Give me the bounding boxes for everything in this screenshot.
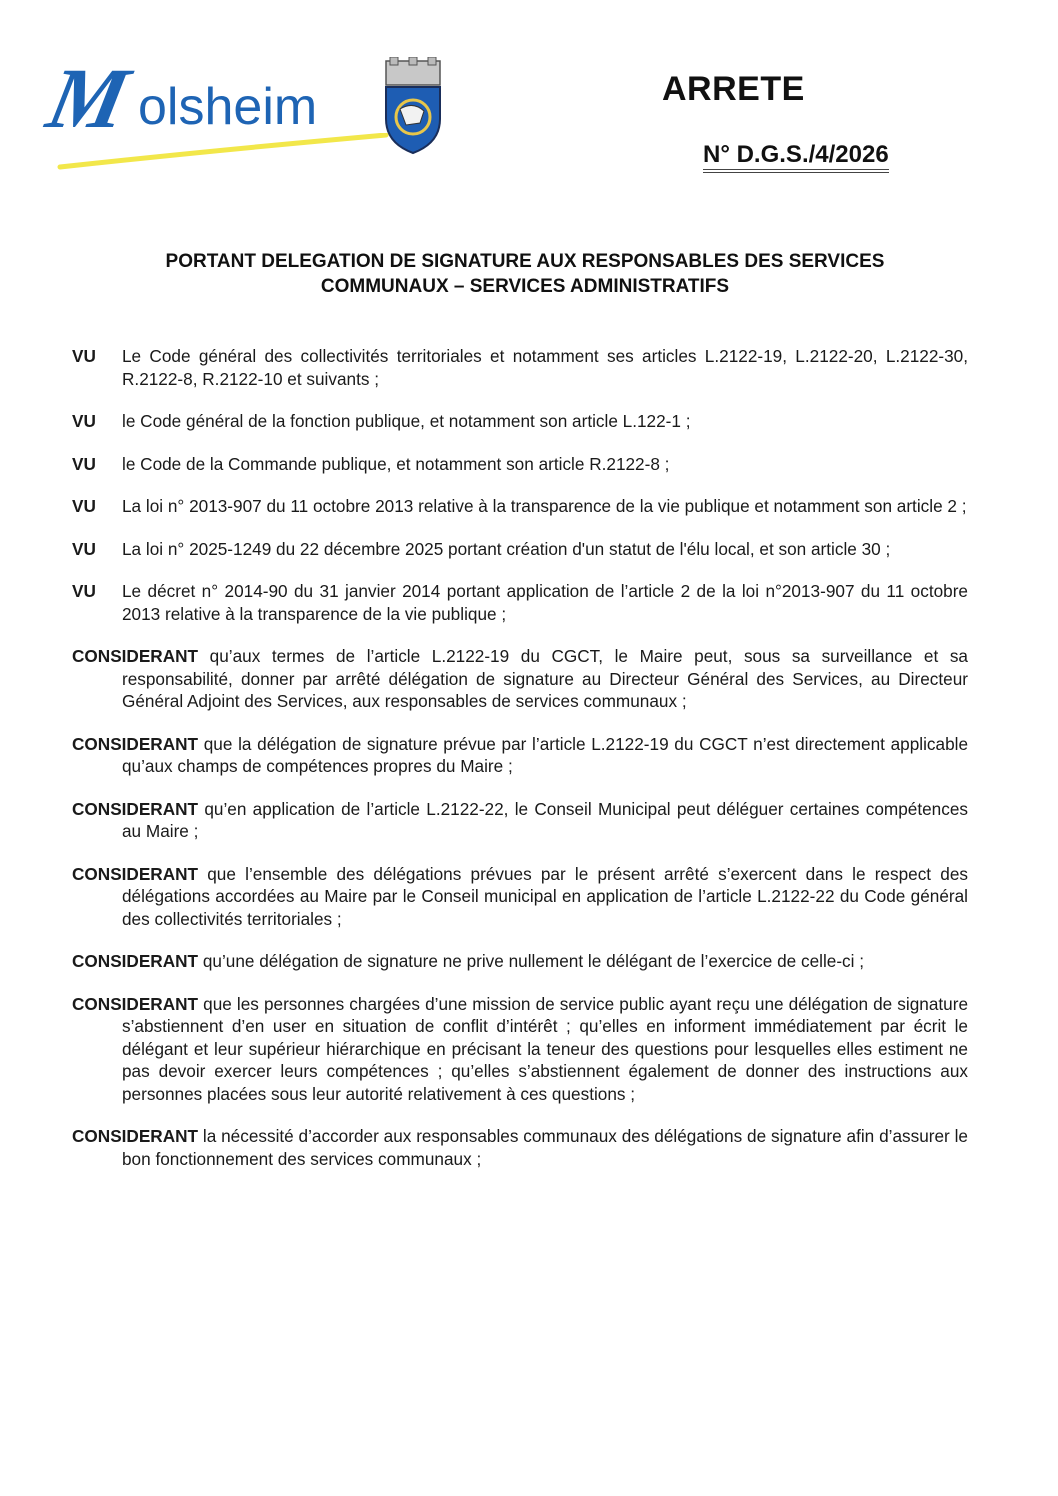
considerant-label: CONSIDERANT — [72, 951, 199, 971]
considerant-item — [72, 798, 968, 843]
considerant-text: que la délégation de signature prévue par l’article L.2122-19 du CGCT n’est directement applicable qu’aux champs de compétences propres du Maire ; — [122, 733, 969, 776]
considerant-label: CONSIDERANT — [72, 993, 199, 1014]
subject-line-1: PORTANT DELEGATION DE SIGNATURE AUX RESPONSABLES DES SERVICES — [165, 251, 885, 272]
vu-label: VU — [72, 453, 96, 474]
document-type-title: ARRETE — [662, 70, 805, 108]
considerant-text: qu’aux termes de l’article L.2122-19 du CGCT, le Maire peut, sous sa surveillance et sa responsabilité, donner par arrêté délégation de signature au Directeur Général des Services, au Directeur Général Adjoint des Services, aux responsables de services communaux ; — [122, 646, 968, 711]
vu-label: VU — [72, 411, 96, 431]
vu-text: le Code de la Commande publique, et notamment son article R.2122-8 ; — [122, 453, 670, 474]
vu-text: le Code général de la fonction publique, et notamment son article L.122-1 ; — [122, 411, 691, 431]
considerant-item — [72, 993, 968, 1106]
document-number: N° D.G.S./4/2026 — [703, 142, 889, 173]
vu-item — [72, 538, 968, 561]
logo-initial: M — [39, 50, 133, 146]
vu-label: VU — [72, 581, 96, 601]
considerant-label: CONSIDERANT — [72, 1126, 199, 1146]
document-body — [72, 345, 968, 1190]
considerant-item — [72, 863, 968, 931]
vu-item — [72, 410, 968, 433]
considerant-text: qu’en application de l’article L.2122-22, le Conseil Municipal peut déléguer certaines compétences au Maire ; — [122, 798, 968, 841]
considerant-text: que l’ensemble des délégations prévues par le présent arrêté s’exercent dans le respect des délégations accordées au Maire par le Conseil municipal en application de l’article L.2122-22 du Code général des collectivités territoriales ; — [122, 863, 968, 929]
considerant-label: CONSIDERANT — [72, 646, 199, 666]
considerant-text: la nécessité d’accorder aux responsables communaux des délégations de signature afin d’assurer le bon fonctionnement des services communaux ; — [122, 1126, 968, 1169]
considerant-item — [72, 1125, 968, 1170]
logo-text: olsheim — [138, 78, 318, 136]
subject-line-2: COMMUNAUX – SERVICES ADMINISTRATIFS — [320, 276, 730, 297]
vu-text: La loi n° 2013-907 du 11 octobre 2013 relative à la transparence de la vie publique et notamment son article 2 ; — [122, 496, 967, 516]
vu-item — [72, 345, 968, 390]
considerant-item — [72, 733, 968, 778]
considerant-text: qu’une délégation de signature ne prive nullement le délégant de l’exercice de celle-ci ; — [202, 951, 865, 971]
considerant-label: CONSIDERANT — [72, 863, 199, 884]
vu-label: VU — [72, 346, 96, 366]
coat-of-arms-icon — [380, 57, 446, 155]
vu-label: VU — [72, 496, 96, 516]
vu-label: VU — [72, 538, 96, 559]
considerant-text: que les personnes chargées d’une mission de service public ayant reçu une délégation de signature s’abstiennent d’en user en situation de conflit d’intérêt ; qu’elles en informent immédiatement par écrit le délégant et leur supérieur hiérarchique en précisant la teneur des questions pour lesquelles elles estiment ne pas devoir exercer leurs compétences ; qu’elles s’abstiennent également de donner des instructions aux personnes placées sous leur autorité relativement à ces questions ; — [122, 993, 968, 1104]
vu-item — [72, 580, 968, 625]
considerant-label: CONSIDERANT — [72, 733, 199, 754]
document-subject — [100, 249, 950, 299]
vu-item — [72, 495, 968, 518]
vu-text: Le Code général des collectivités territoriales et notamment ses articles L.2122-19, L.2122-20, L.2122-30, R.2122-8, R.2122-10 et suivants ; — [122, 346, 968, 389]
vu-text: Le décret n° 2014-90 du 31 janvier 2014 portant application de l’article 2 de la loi n°2013-907 du 11 octobre 2013 relative à la transparence de la vie publique ; — [122, 581, 968, 624]
considerant-item — [72, 950, 968, 973]
considerant-label: CONSIDERANT — [72, 798, 199, 819]
considerant-item — [72, 645, 968, 713]
molsheim-logo — [39, 50, 460, 175]
vu-text: La loi n° 2025-1249 du 22 décembre 2025 portant création d'un statut de l'élu local, et son article 30 ; — [122, 538, 891, 559]
vu-item — [72, 453, 968, 476]
